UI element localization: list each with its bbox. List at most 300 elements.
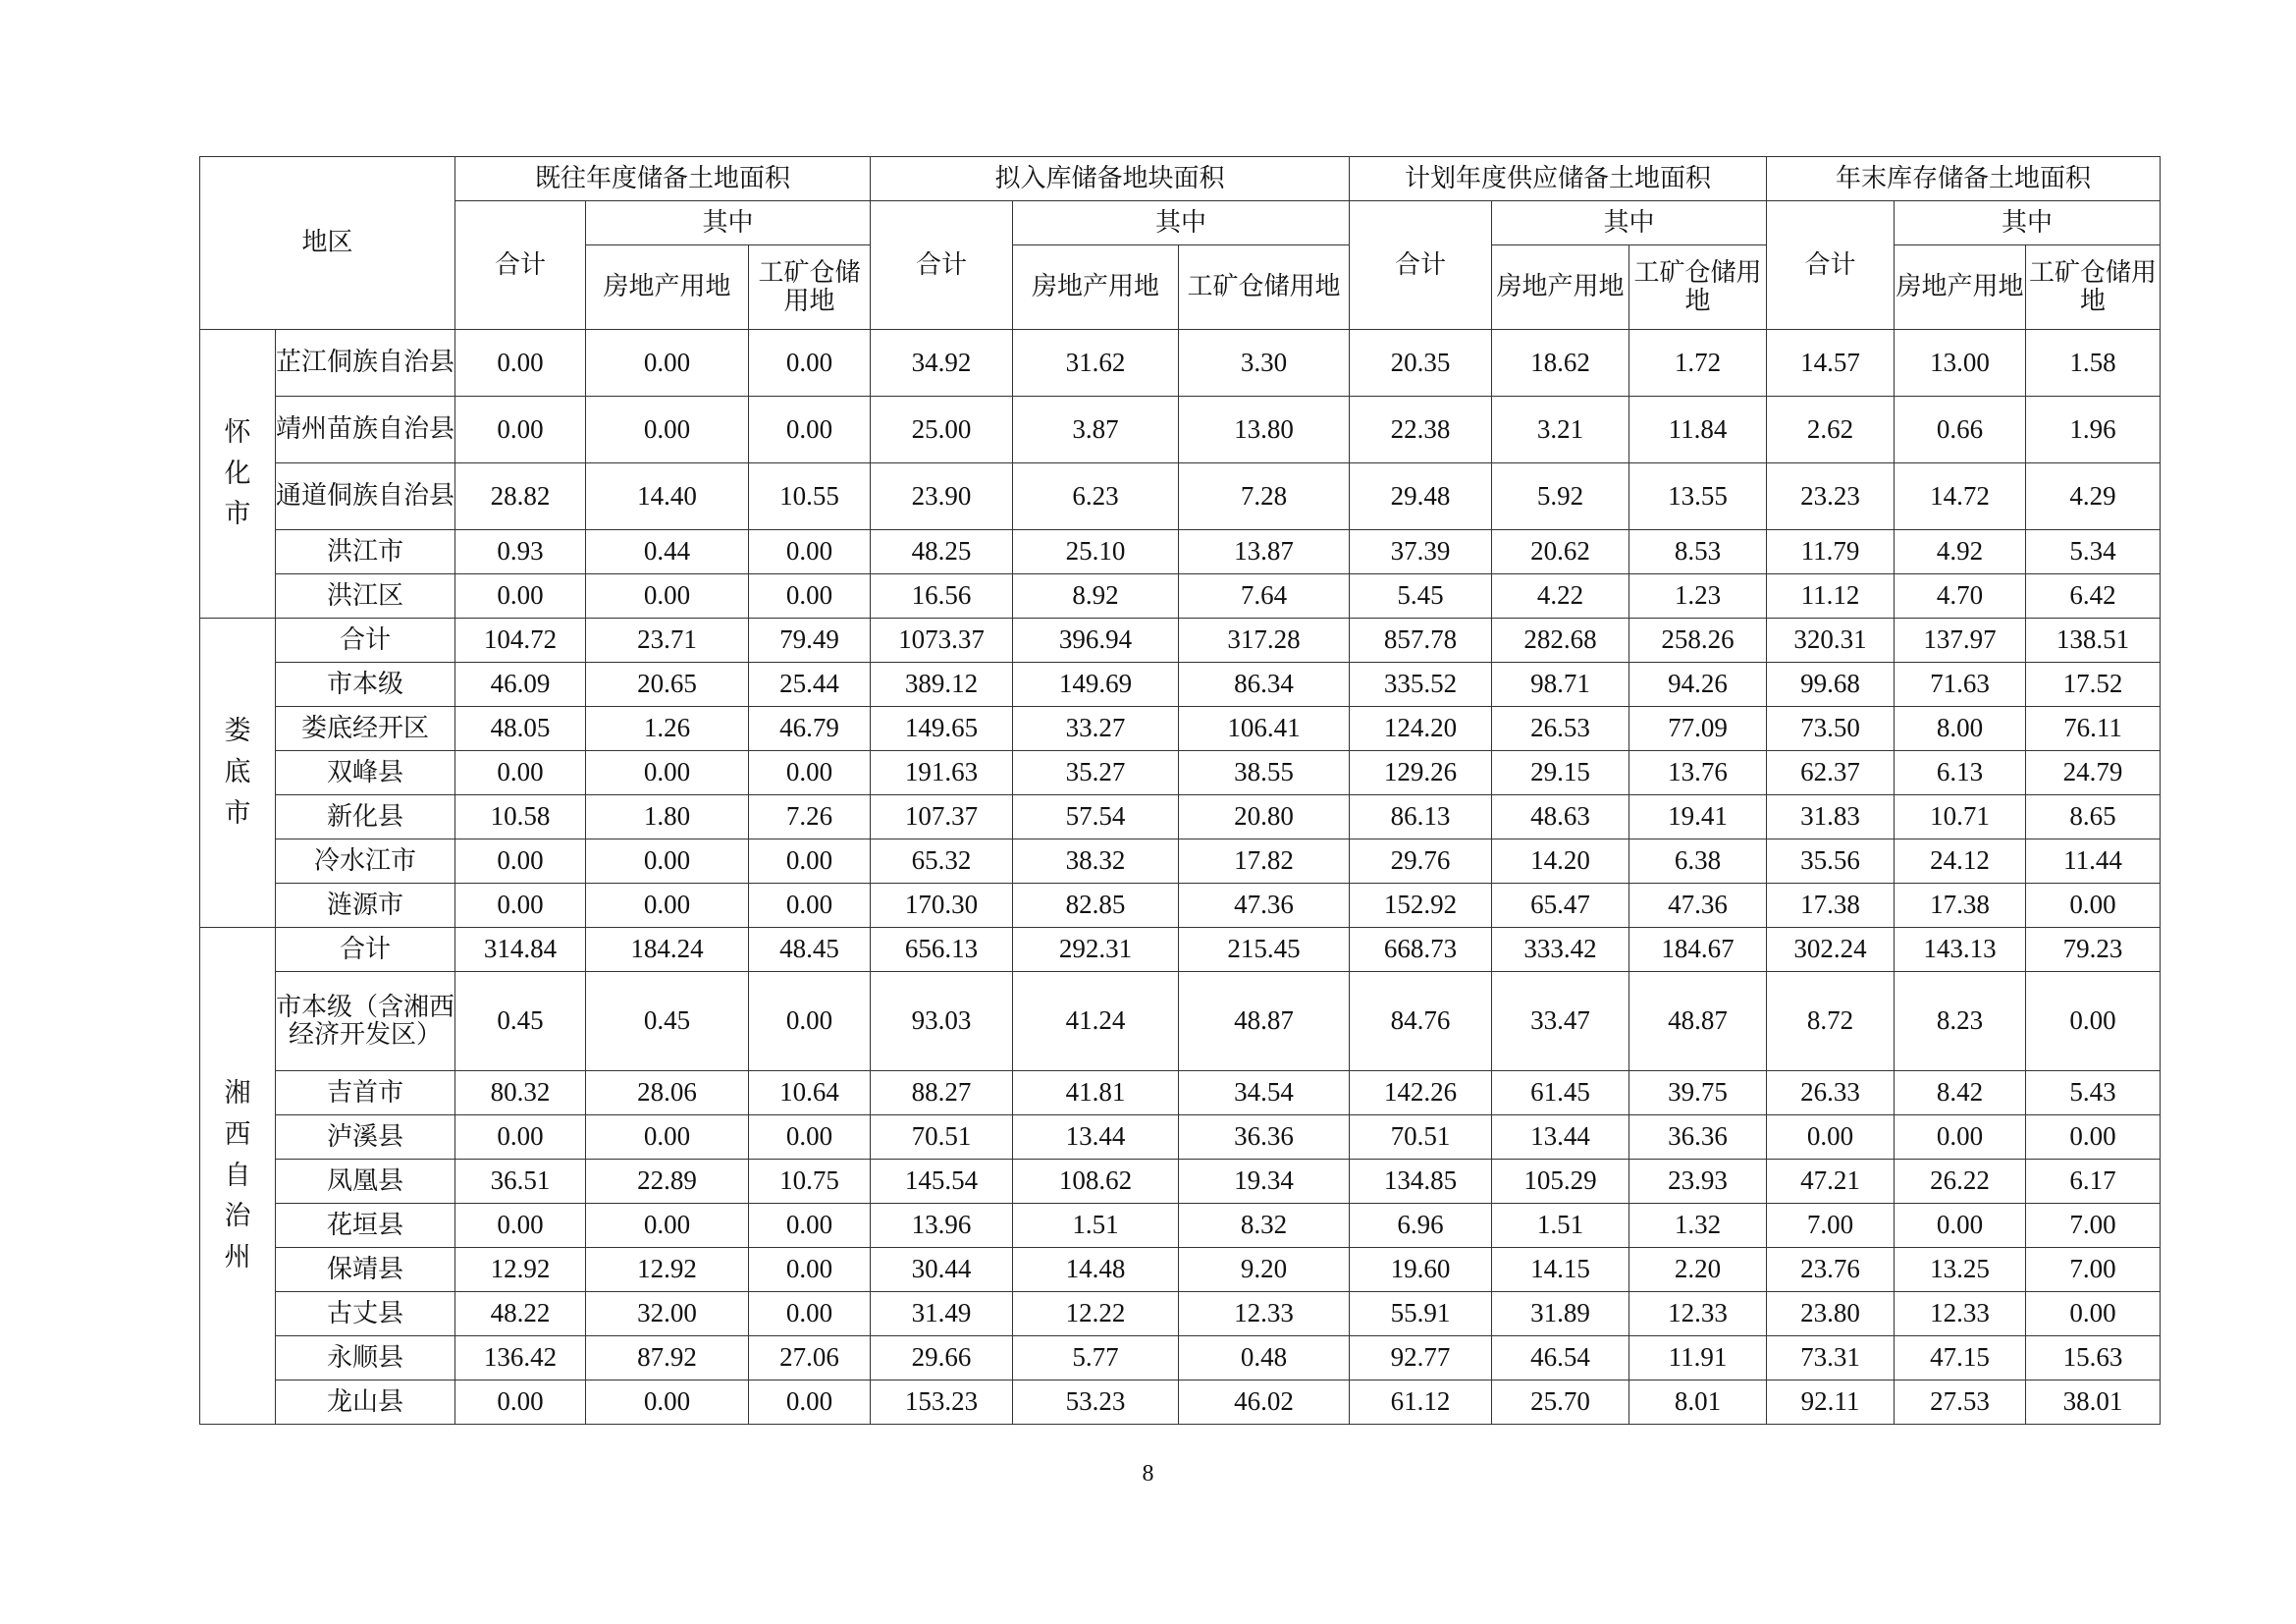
area-name-cell: 洪江区 (276, 574, 455, 619)
value-cell: 0.00 (749, 330, 871, 397)
value-cell: 20.62 (1492, 530, 1629, 574)
value-cell: 73.50 (1767, 707, 1895, 751)
value-cell: 0.00 (455, 839, 586, 884)
value-cell: 396.94 (1013, 619, 1179, 663)
total-header: 合计 (1350, 201, 1492, 330)
value-cell: 4.29 (2026, 463, 2161, 530)
value-cell: 0.00 (2026, 884, 2161, 928)
table-row (200, 1248, 2161, 1292)
value-cell: 8.42 (1895, 1071, 2026, 1115)
value-cell: 5.92 (1492, 463, 1629, 530)
value-cell: 28.06 (586, 1071, 749, 1115)
table-row (200, 1160, 2161, 1204)
value-cell: 41.24 (1013, 972, 1179, 1071)
value-cell: 0.00 (586, 330, 749, 397)
value-cell: 1073.37 (871, 619, 1013, 663)
value-cell: 0.66 (1895, 397, 2026, 463)
value-cell: 10.58 (455, 795, 586, 839)
value-cell: 34.92 (871, 330, 1013, 397)
value-cell: 25.70 (1492, 1380, 1629, 1425)
industrial-storage-header: 工矿仓储用地 (749, 245, 871, 330)
table-row (200, 1071, 2161, 1115)
value-cell: 153.23 (871, 1380, 1013, 1425)
region-header: 地区 (200, 157, 455, 330)
value-cell: 46.02 (1179, 1380, 1350, 1425)
real-estate-header: 房地产用地 (586, 245, 749, 330)
area-name-cell: 永顺县 (276, 1336, 455, 1380)
value-cell: 13.44 (1013, 1115, 1179, 1160)
value-cell: 79.23 (2026, 928, 2161, 972)
value-cell: 65.47 (1492, 884, 1629, 928)
value-cell: 258.26 (1629, 619, 1767, 663)
value-cell: 62.37 (1767, 751, 1895, 795)
value-cell: 6.96 (1350, 1204, 1492, 1248)
value-cell: 38.55 (1179, 751, 1350, 795)
value-cell: 48.22 (455, 1292, 586, 1336)
value-cell: 108.62 (1013, 1160, 1179, 1204)
value-cell: 19.60 (1350, 1248, 1492, 1292)
value-cell: 80.32 (455, 1071, 586, 1115)
value-cell: 8.01 (1629, 1380, 1767, 1425)
value-cell: 26.22 (1895, 1160, 2026, 1204)
value-cell: 13.76 (1629, 751, 1767, 795)
of-which-header: 其中 (1895, 201, 2161, 245)
page-number: 8 (1142, 1461, 1154, 1487)
value-cell: 7.00 (2026, 1204, 2161, 1248)
value-cell: 184.24 (586, 928, 749, 972)
value-cell: 47.36 (1629, 884, 1767, 928)
value-cell: 1.51 (1013, 1204, 1179, 1248)
value-cell: 14.57 (1767, 330, 1895, 397)
table-row (200, 707, 2161, 751)
value-cell: 129.26 (1350, 751, 1492, 795)
value-cell: 88.27 (871, 1071, 1013, 1115)
value-cell: 33.47 (1492, 972, 1629, 1071)
value-cell: 1.23 (1629, 574, 1767, 619)
value-cell: 0.00 (749, 397, 871, 463)
value-cell: 46.79 (749, 707, 871, 751)
value-cell: 48.87 (1629, 972, 1767, 1071)
of-which-header: 其中 (1013, 201, 1350, 245)
value-cell: 86.13 (1350, 795, 1492, 839)
value-cell: 0.00 (586, 397, 749, 463)
value-cell: 145.54 (871, 1160, 1013, 1204)
value-cell: 0.00 (749, 751, 871, 795)
table-row (200, 1380, 2161, 1425)
value-cell: 12.22 (1013, 1292, 1179, 1336)
value-cell: 48.63 (1492, 795, 1629, 839)
value-cell: 14.48 (1013, 1248, 1179, 1292)
value-cell: 314.84 (455, 928, 586, 972)
value-cell: 11.84 (1629, 397, 1767, 463)
value-cell: 0.00 (455, 1115, 586, 1160)
table-row (200, 928, 2161, 972)
group-header-year-end-stock: 年末库存储备土地面积 (1767, 157, 2161, 201)
area-name-cell: 花垣县 (276, 1204, 455, 1248)
value-cell: 1.32 (1629, 1204, 1767, 1248)
value-cell: 11.12 (1767, 574, 1895, 619)
area-name-cell: 合计 (276, 619, 455, 663)
value-cell: 0.00 (1895, 1115, 2026, 1160)
value-cell: 47.21 (1767, 1160, 1895, 1204)
value-cell: 6.42 (2026, 574, 2161, 619)
value-cell: 0.48 (1179, 1336, 1350, 1380)
region-name-cell (200, 928, 276, 1425)
value-cell: 9.20 (1179, 1248, 1350, 1292)
value-cell: 134.85 (1350, 1160, 1492, 1204)
value-cell: 1.51 (1492, 1204, 1629, 1248)
value-cell: 656.13 (871, 928, 1013, 972)
value-cell: 22.38 (1350, 397, 1492, 463)
value-cell: 93.03 (871, 972, 1013, 1071)
value-cell: 13.00 (1895, 330, 2026, 397)
value-cell: 71.63 (1895, 663, 2026, 707)
value-cell: 8.53 (1629, 530, 1767, 574)
value-cell: 17.82 (1179, 839, 1350, 884)
table-row (200, 663, 2161, 707)
value-cell: 53.23 (1013, 1380, 1179, 1425)
value-cell: 333.42 (1492, 928, 1629, 972)
value-cell: 143.13 (1895, 928, 2026, 972)
value-cell: 82.85 (1013, 884, 1179, 928)
value-cell: 76.11 (2026, 707, 2161, 751)
value-cell: 98.71 (1492, 663, 1629, 707)
table-row (200, 1336, 2161, 1380)
table-header (200, 157, 2161, 330)
value-cell: 13.55 (1629, 463, 1767, 530)
value-cell: 23.23 (1767, 463, 1895, 530)
value-cell: 0.00 (586, 1115, 749, 1160)
value-cell: 13.44 (1492, 1115, 1629, 1160)
value-cell: 11.44 (2026, 839, 2161, 884)
value-cell: 28.82 (455, 463, 586, 530)
value-cell: 13.80 (1179, 397, 1350, 463)
of-which-header: 其中 (1492, 201, 1767, 245)
value-cell: 99.68 (1767, 663, 1895, 707)
value-cell: 36.36 (1629, 1115, 1767, 1160)
value-cell: 104.72 (455, 619, 586, 663)
value-cell: 23.93 (1629, 1160, 1767, 1204)
value-cell: 27.53 (1895, 1380, 2026, 1425)
value-cell: 79.49 (749, 619, 871, 663)
value-cell: 14.40 (586, 463, 749, 530)
value-cell: 2.62 (1767, 397, 1895, 463)
value-cell: 191.63 (871, 751, 1013, 795)
value-cell: 0.00 (586, 1380, 749, 1425)
value-cell: 92.11 (1767, 1380, 1895, 1425)
area-name-cell: 通道侗族自治县 (276, 463, 455, 530)
value-cell: 17.38 (1895, 884, 2026, 928)
value-cell: 47.36 (1179, 884, 1350, 928)
value-cell: 0.00 (586, 574, 749, 619)
value-cell: 0.00 (2026, 972, 2161, 1071)
value-cell: 8.23 (1895, 972, 2026, 1071)
value-cell: 15.63 (2026, 1336, 2161, 1380)
value-cell: 0.00 (2026, 1292, 2161, 1336)
value-cell: 137.97 (1895, 619, 2026, 663)
value-cell: 32.00 (586, 1292, 749, 1336)
value-cell: 7.00 (2026, 1248, 2161, 1292)
value-cell: 55.91 (1350, 1292, 1492, 1336)
value-cell: 12.33 (1629, 1292, 1767, 1336)
value-cell: 86.34 (1179, 663, 1350, 707)
area-name-cell: 靖州苗族自治县 (276, 397, 455, 463)
value-cell: 27.06 (749, 1336, 871, 1380)
value-cell: 0.00 (749, 839, 871, 884)
value-cell: 0.00 (749, 1380, 871, 1425)
value-cell: 87.92 (586, 1336, 749, 1380)
value-cell: 5.43 (2026, 1071, 2161, 1115)
real-estate-header: 房地产用地 (1492, 245, 1629, 330)
value-cell: 8.00 (1895, 707, 2026, 751)
value-cell: 105.29 (1492, 1160, 1629, 1204)
value-cell: 1.72 (1629, 330, 1767, 397)
value-cell: 14.72 (1895, 463, 2026, 530)
value-cell: 30.44 (871, 1248, 1013, 1292)
area-name-cell: 双峰县 (276, 751, 455, 795)
value-cell: 22.89 (586, 1160, 749, 1204)
value-cell: 0.00 (455, 397, 586, 463)
area-name-cell: 保靖县 (276, 1248, 455, 1292)
value-cell: 94.26 (1629, 663, 1767, 707)
value-cell: 0.00 (455, 751, 586, 795)
industrial-storage-header: 工矿仓储用地 (1629, 245, 1767, 330)
value-cell: 0.00 (749, 1248, 871, 1292)
value-cell: 17.52 (2026, 663, 2161, 707)
value-cell: 61.45 (1492, 1071, 1629, 1115)
value-cell: 0.00 (455, 574, 586, 619)
value-cell: 0.00 (586, 1204, 749, 1248)
table-row (200, 530, 2161, 574)
value-cell: 0.00 (749, 574, 871, 619)
value-cell: 37.39 (1350, 530, 1492, 574)
group-header-prior-reserve: 既往年度储备土地面积 (455, 157, 871, 201)
value-cell: 16.56 (871, 574, 1013, 619)
value-cell: 149.65 (871, 707, 1013, 751)
value-cell: 13.96 (871, 1204, 1013, 1248)
value-cell: 335.52 (1350, 663, 1492, 707)
value-cell: 25.00 (871, 397, 1013, 463)
value-cell: 26.33 (1767, 1071, 1895, 1115)
table-row (200, 884, 2161, 928)
value-cell: 3.30 (1179, 330, 1350, 397)
area-name-cell: 娄底经开区 (276, 707, 455, 751)
value-cell: 48.45 (749, 928, 871, 972)
area-name-cell: 凤凰县 (276, 1160, 455, 1204)
table-row (200, 1204, 2161, 1248)
area-name-cell: 泸溪县 (276, 1115, 455, 1160)
value-cell: 0.00 (586, 839, 749, 884)
value-cell: 0.00 (455, 1380, 586, 1425)
value-cell: 0.00 (455, 884, 586, 928)
value-cell: 23.71 (586, 619, 749, 663)
value-cell: 0.45 (586, 972, 749, 1071)
value-cell: 31.83 (1767, 795, 1895, 839)
value-cell: 138.51 (2026, 619, 2161, 663)
value-cell: 0.00 (586, 884, 749, 928)
table-row (200, 972, 2161, 1071)
group-header-planned-intake: 拟入库储备地块面积 (871, 157, 1350, 201)
value-cell: 46.09 (455, 663, 586, 707)
value-cell: 3.21 (1492, 397, 1629, 463)
value-cell: 317.28 (1179, 619, 1350, 663)
value-cell: 11.91 (1629, 1336, 1767, 1380)
table-row (200, 463, 2161, 530)
value-cell: 0.00 (586, 751, 749, 795)
table-row (200, 1292, 2161, 1336)
total-header: 合计 (871, 201, 1013, 330)
real-estate-header: 房地产用地 (1895, 245, 2026, 330)
value-cell: 19.41 (1629, 795, 1767, 839)
value-cell: 18.62 (1492, 330, 1629, 397)
value-cell: 389.12 (871, 663, 1013, 707)
of-which-header: 其中 (586, 201, 871, 245)
value-cell: 48.87 (1179, 972, 1350, 1071)
value-cell: 73.31 (1767, 1336, 1895, 1380)
value-cell: 36.36 (1179, 1115, 1350, 1160)
value-cell: 48.05 (455, 707, 586, 751)
value-cell: 61.12 (1350, 1380, 1492, 1425)
value-cell: 7.64 (1179, 574, 1350, 619)
table-row (200, 1115, 2161, 1160)
value-cell: 320.31 (1767, 619, 1895, 663)
value-cell: 4.92 (1895, 530, 2026, 574)
value-cell: 7.26 (749, 795, 871, 839)
value-cell: 6.17 (2026, 1160, 2161, 1204)
table-row (200, 751, 2161, 795)
value-cell: 0.00 (749, 972, 871, 1071)
value-cell: 48.25 (871, 530, 1013, 574)
value-cell: 0.00 (749, 1115, 871, 1160)
area-name-cell: 古丈县 (276, 1292, 455, 1336)
value-cell: 0.00 (455, 330, 586, 397)
value-cell: 41.81 (1013, 1071, 1179, 1115)
value-cell: 0.00 (749, 1292, 871, 1336)
value-cell: 70.51 (1350, 1115, 1492, 1160)
table-row (200, 795, 2161, 839)
value-cell: 14.20 (1492, 839, 1629, 884)
value-cell: 23.90 (871, 463, 1013, 530)
value-cell: 6.38 (1629, 839, 1767, 884)
value-cell: 31.49 (871, 1292, 1013, 1336)
area-name-cell: 市本级（含湘西经济开发区） (276, 972, 455, 1071)
value-cell: 107.37 (871, 795, 1013, 839)
value-cell: 29.76 (1350, 839, 1492, 884)
value-cell: 12.33 (1895, 1292, 2026, 1336)
region-name: 怀化市 (224, 416, 251, 530)
area-name-cell: 龙山县 (276, 1380, 455, 1425)
region-name: 娄底市 (224, 716, 251, 829)
value-cell: 25.10 (1013, 530, 1179, 574)
value-cell: 5.77 (1013, 1336, 1179, 1380)
area-name-cell: 市本级 (276, 663, 455, 707)
value-cell: 1.26 (586, 707, 749, 751)
region-name-cell (200, 330, 276, 619)
value-cell: 0.00 (749, 530, 871, 574)
total-header: 合计 (455, 201, 586, 330)
value-cell: 25.44 (749, 663, 871, 707)
value-cell: 0.00 (749, 884, 871, 928)
value-cell: 857.78 (1350, 619, 1492, 663)
value-cell: 20.65 (586, 663, 749, 707)
total-header: 合计 (1767, 201, 1895, 330)
value-cell: 8.65 (2026, 795, 2161, 839)
value-cell: 1.58 (2026, 330, 2161, 397)
value-cell: 26.53 (1492, 707, 1629, 751)
value-cell: 34.54 (1179, 1071, 1350, 1115)
value-cell: 70.51 (871, 1115, 1013, 1160)
value-cell: 3.87 (1013, 397, 1179, 463)
area-name-cell: 洪江市 (276, 530, 455, 574)
table-row (200, 574, 2161, 619)
table-row (200, 330, 2161, 397)
value-cell: 29.15 (1492, 751, 1629, 795)
value-cell: 12.33 (1179, 1292, 1350, 1336)
value-cell: 136.42 (455, 1336, 586, 1380)
value-cell: 38.32 (1013, 839, 1179, 884)
value-cell: 184.67 (1629, 928, 1767, 972)
value-cell: 12.92 (586, 1248, 749, 1292)
value-cell: 10.55 (749, 463, 871, 530)
value-cell: 6.23 (1013, 463, 1179, 530)
industrial-storage-header: 工矿仓储用地 (2026, 245, 2161, 330)
value-cell: 31.89 (1492, 1292, 1629, 1336)
value-cell: 20.35 (1350, 330, 1492, 397)
value-cell: 2.20 (1629, 1248, 1767, 1292)
value-cell: 170.30 (871, 884, 1013, 928)
value-cell: 36.51 (455, 1160, 586, 1204)
value-cell: 1.80 (586, 795, 749, 839)
value-cell: 8.92 (1013, 574, 1179, 619)
area-name-cell: 涟源市 (276, 884, 455, 928)
value-cell: 57.54 (1013, 795, 1179, 839)
value-cell: 7.00 (1767, 1204, 1895, 1248)
value-cell: 31.62 (1013, 330, 1179, 397)
value-cell: 13.87 (1179, 530, 1350, 574)
value-cell: 4.22 (1492, 574, 1629, 619)
value-cell: 24.12 (1895, 839, 2026, 884)
value-cell: 0.00 (1767, 1115, 1895, 1160)
value-cell: 10.64 (749, 1071, 871, 1115)
value-cell: 23.76 (1767, 1248, 1895, 1292)
area-name-cell: 合计 (276, 928, 455, 972)
value-cell: 5.45 (1350, 574, 1492, 619)
value-cell: 282.68 (1492, 619, 1629, 663)
region-name: 湘西自治州 (224, 1077, 251, 1273)
value-cell: 0.00 (2026, 1115, 2161, 1160)
real-estate-header: 房地产用地 (1013, 245, 1179, 330)
value-cell: 7.28 (1179, 463, 1350, 530)
value-cell: 33.27 (1013, 707, 1179, 751)
value-cell: 84.76 (1350, 972, 1492, 1071)
value-cell: 6.13 (1895, 751, 2026, 795)
value-cell: 92.77 (1350, 1336, 1492, 1380)
region-name-cell (200, 619, 276, 928)
value-cell: 668.73 (1350, 928, 1492, 972)
value-cell: 106.41 (1179, 707, 1350, 751)
value-cell: 17.38 (1767, 884, 1895, 928)
area-name-cell: 冷水江市 (276, 839, 455, 884)
value-cell: 8.32 (1179, 1204, 1350, 1248)
value-cell: 8.72 (1767, 972, 1895, 1071)
value-cell: 38.01 (2026, 1380, 2161, 1425)
value-cell: 1.96 (2026, 397, 2161, 463)
value-cell: 46.54 (1492, 1336, 1629, 1380)
industrial-storage-header: 工矿仓储用地 (1179, 245, 1350, 330)
value-cell: 0.00 (749, 1204, 871, 1248)
area-name-cell: 新化县 (276, 795, 455, 839)
value-cell: 35.27 (1013, 751, 1179, 795)
